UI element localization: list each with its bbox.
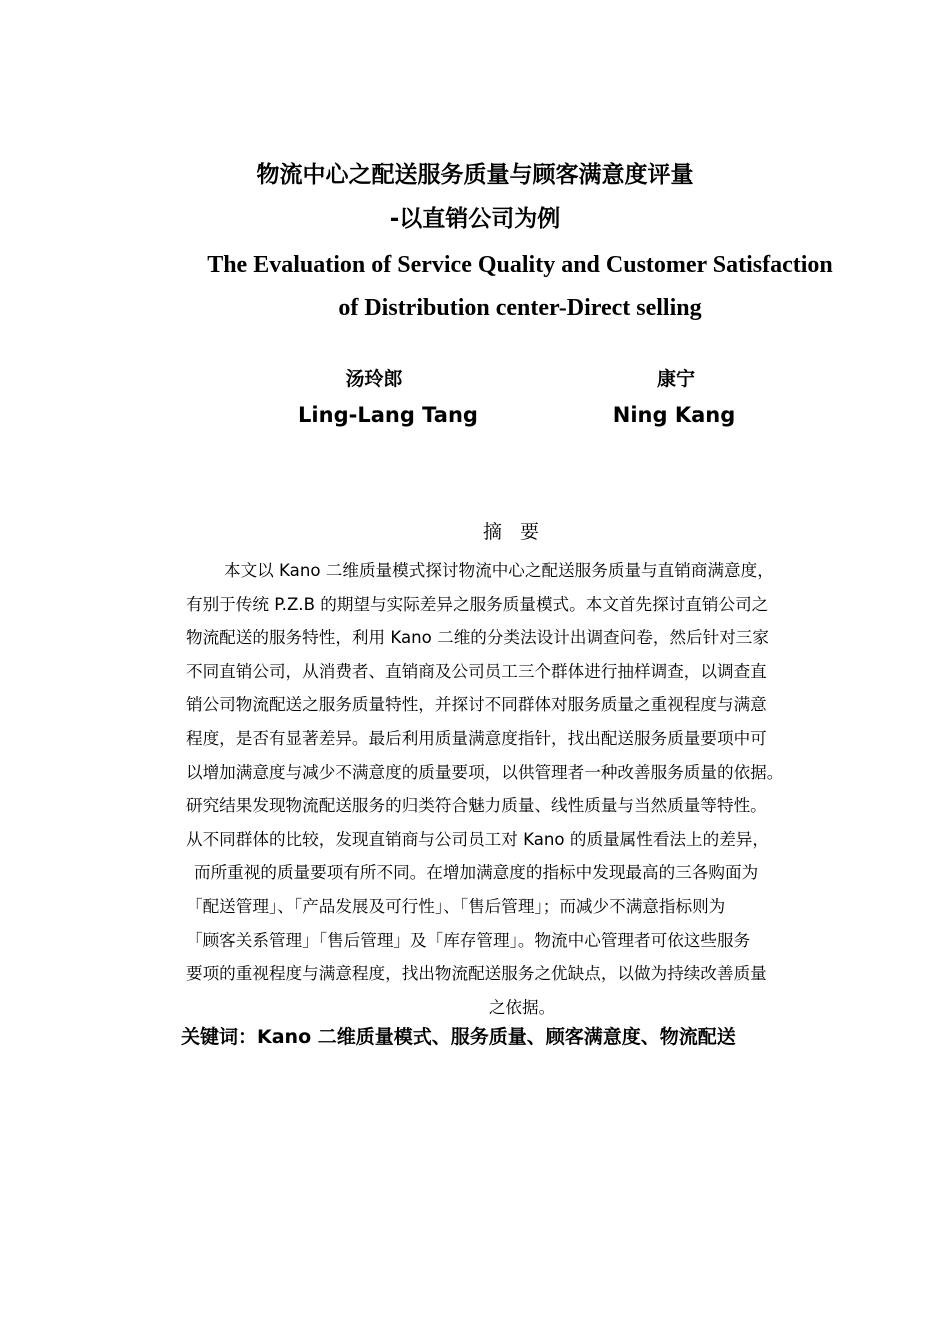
abstract-body — [186, 554, 858, 1024]
abstract-line: 「顾客关系管理」「售后管理」及「库存管理」。物流中心管理者可依这些服务 — [186, 930, 751, 950]
abstract-line: 物流配送的服务特性，利用 Kano 二维的分类法设计出调查问卷，然后针对三家 — [186, 628, 769, 648]
author-2-name-cn: 康宁 — [656, 368, 695, 390]
abstract-line: 程度，是否有显著差异。最后利用质量满意度指针，找出配送服务质量要项中可 — [186, 728, 767, 748]
title-en-line1: The Evaluation of Service Quality and Customer Satisfaction — [207, 252, 833, 278]
author-1-name-en: Ling-Lang Tang — [298, 403, 478, 427]
abstract-line: 从不同群体的比较，发现直销商与公司员工对 Kano 的质量属性看法上的差异， — [186, 829, 769, 849]
author-1-name-cn: 汤玲郎 — [345, 368, 403, 390]
keywords-text: Kano 二维质量模式、服务质量、顾客满意度、物流配送 — [257, 1026, 736, 1048]
abstract-line: 要项的重视程度与满意程度，找出物流配送服务之优缺点，以做为持续改善质量 — [186, 964, 767, 984]
author-2-name-en: Ning Kang — [612, 403, 736, 427]
keywords — [181, 1022, 736, 1052]
abstract-heading: 摘要 — [482, 521, 557, 543]
abstract-line: 而所重视的质量要项有所不同。在增加满意度的指标中发现最高的三各购面为 — [194, 863, 759, 883]
abstract-line: 销公司物流配送之服务质量特性，并探讨不同群体对服务质量之重视程度与满意 — [186, 695, 767, 715]
abstract-line: 「配送管理」、「产品发展及可行性」、「售后管理」；而减少不满意指标则为 — [186, 896, 726, 916]
abstract-line: 本文以 Kano 二维质量模式探讨物流中心之配送服务质量与直销商满意度， — [224, 561, 774, 580]
abstract-line: 研究结果发现物流配送服务的归类符合魅力质量、线性质量与当然质量等特性。 — [186, 796, 767, 816]
keywords-label: 关键词： — [181, 1026, 258, 1048]
title-cn-line1: 物流中心之配送服务质量与顾客满意度评量 — [256, 162, 694, 188]
abstract-line: 有别于传统 P.Z.B 的期望与实际差异之服务质量模式。本文首先探讨直销公司之 — [186, 594, 769, 614]
abstract-line: 之依据。 — [488, 997, 556, 1017]
abstract-line: 不同直销公司，从消费者、直销商及公司员工三个群体进行抽样调查，以调查直 — [186, 661, 767, 681]
title-cn-line2: -以直销公司为例 — [389, 206, 561, 232]
abstract-line: 以增加满意度与减少不满意度的质量要项，以供管理者一种改善服务质量的依据。 — [186, 762, 784, 782]
title-en-line2: of Distribution center-Direct selling — [338, 295, 702, 321]
